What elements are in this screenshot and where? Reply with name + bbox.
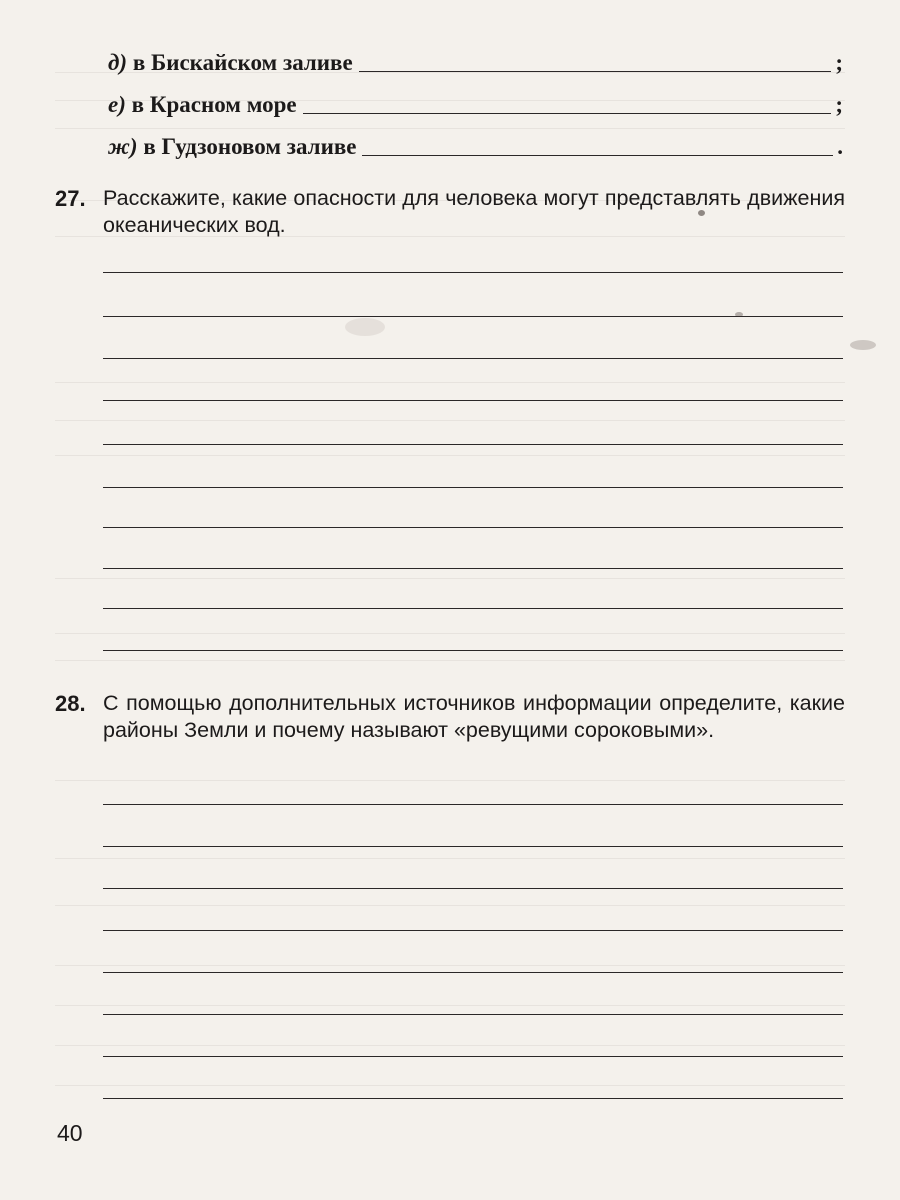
fill-item-biscay (108, 38, 843, 78)
answer-line[interactable] (103, 930, 843, 931)
ink-speck (850, 340, 876, 350)
task-prompt: С помощью дополнительных источников информации определите, какие районы Земли и почему называют «ревущими сороковыми». (103, 691, 845, 742)
ink-speck (735, 312, 743, 317)
answer-line[interactable] (103, 272, 843, 273)
task-number: 27. (55, 186, 86, 211)
answer-line[interactable] (103, 888, 843, 889)
answer-line[interactable] (103, 527, 843, 528)
answer-line[interactable] (103, 804, 843, 805)
task-prompt: Расскажите, какие опасности для человека могут представлять движения океанических вод. (103, 186, 845, 237)
answer-line[interactable] (103, 400, 843, 401)
item-punctuation: . (837, 134, 843, 159)
answer-line[interactable] (103, 1014, 843, 1015)
answer-line[interactable] (103, 444, 843, 445)
ink-speck (698, 210, 705, 216)
fill-item-hudson-bay (108, 122, 843, 162)
ink-speck (345, 318, 385, 336)
answer-line[interactable] (103, 1056, 843, 1057)
answer-line[interactable] (103, 316, 843, 317)
page-number: 40 (57, 1120, 83, 1146)
answer-line[interactable] (103, 972, 843, 973)
fill-item-red-sea (108, 80, 843, 120)
answer-blank[interactable] (359, 70, 832, 72)
answer-line[interactable] (103, 650, 843, 651)
item-letter: е) (108, 92, 126, 117)
task-27 (55, 185, 845, 239)
answer-line[interactable] (103, 608, 843, 609)
answer-line[interactable] (103, 487, 843, 488)
item-text: в Бискайском заливе (127, 50, 353, 75)
answer-line[interactable] (103, 358, 843, 359)
answer-line[interactable] (103, 846, 843, 847)
answer-line[interactable] (103, 1098, 843, 1099)
answer-blank[interactable] (303, 112, 832, 114)
task-number: 28. (55, 691, 86, 716)
item-letter: ж) (108, 134, 138, 159)
item-letter: д) (108, 50, 128, 75)
item-punctuation: ; (835, 50, 843, 75)
task-28 (55, 690, 845, 744)
item-punctuation: ; (835, 92, 843, 117)
item-text: в Гудзоновом заливе (137, 134, 357, 159)
answer-blank[interactable] (362, 154, 833, 156)
answer-line[interactable] (103, 568, 843, 569)
item-text: в Красном море (125, 92, 297, 117)
